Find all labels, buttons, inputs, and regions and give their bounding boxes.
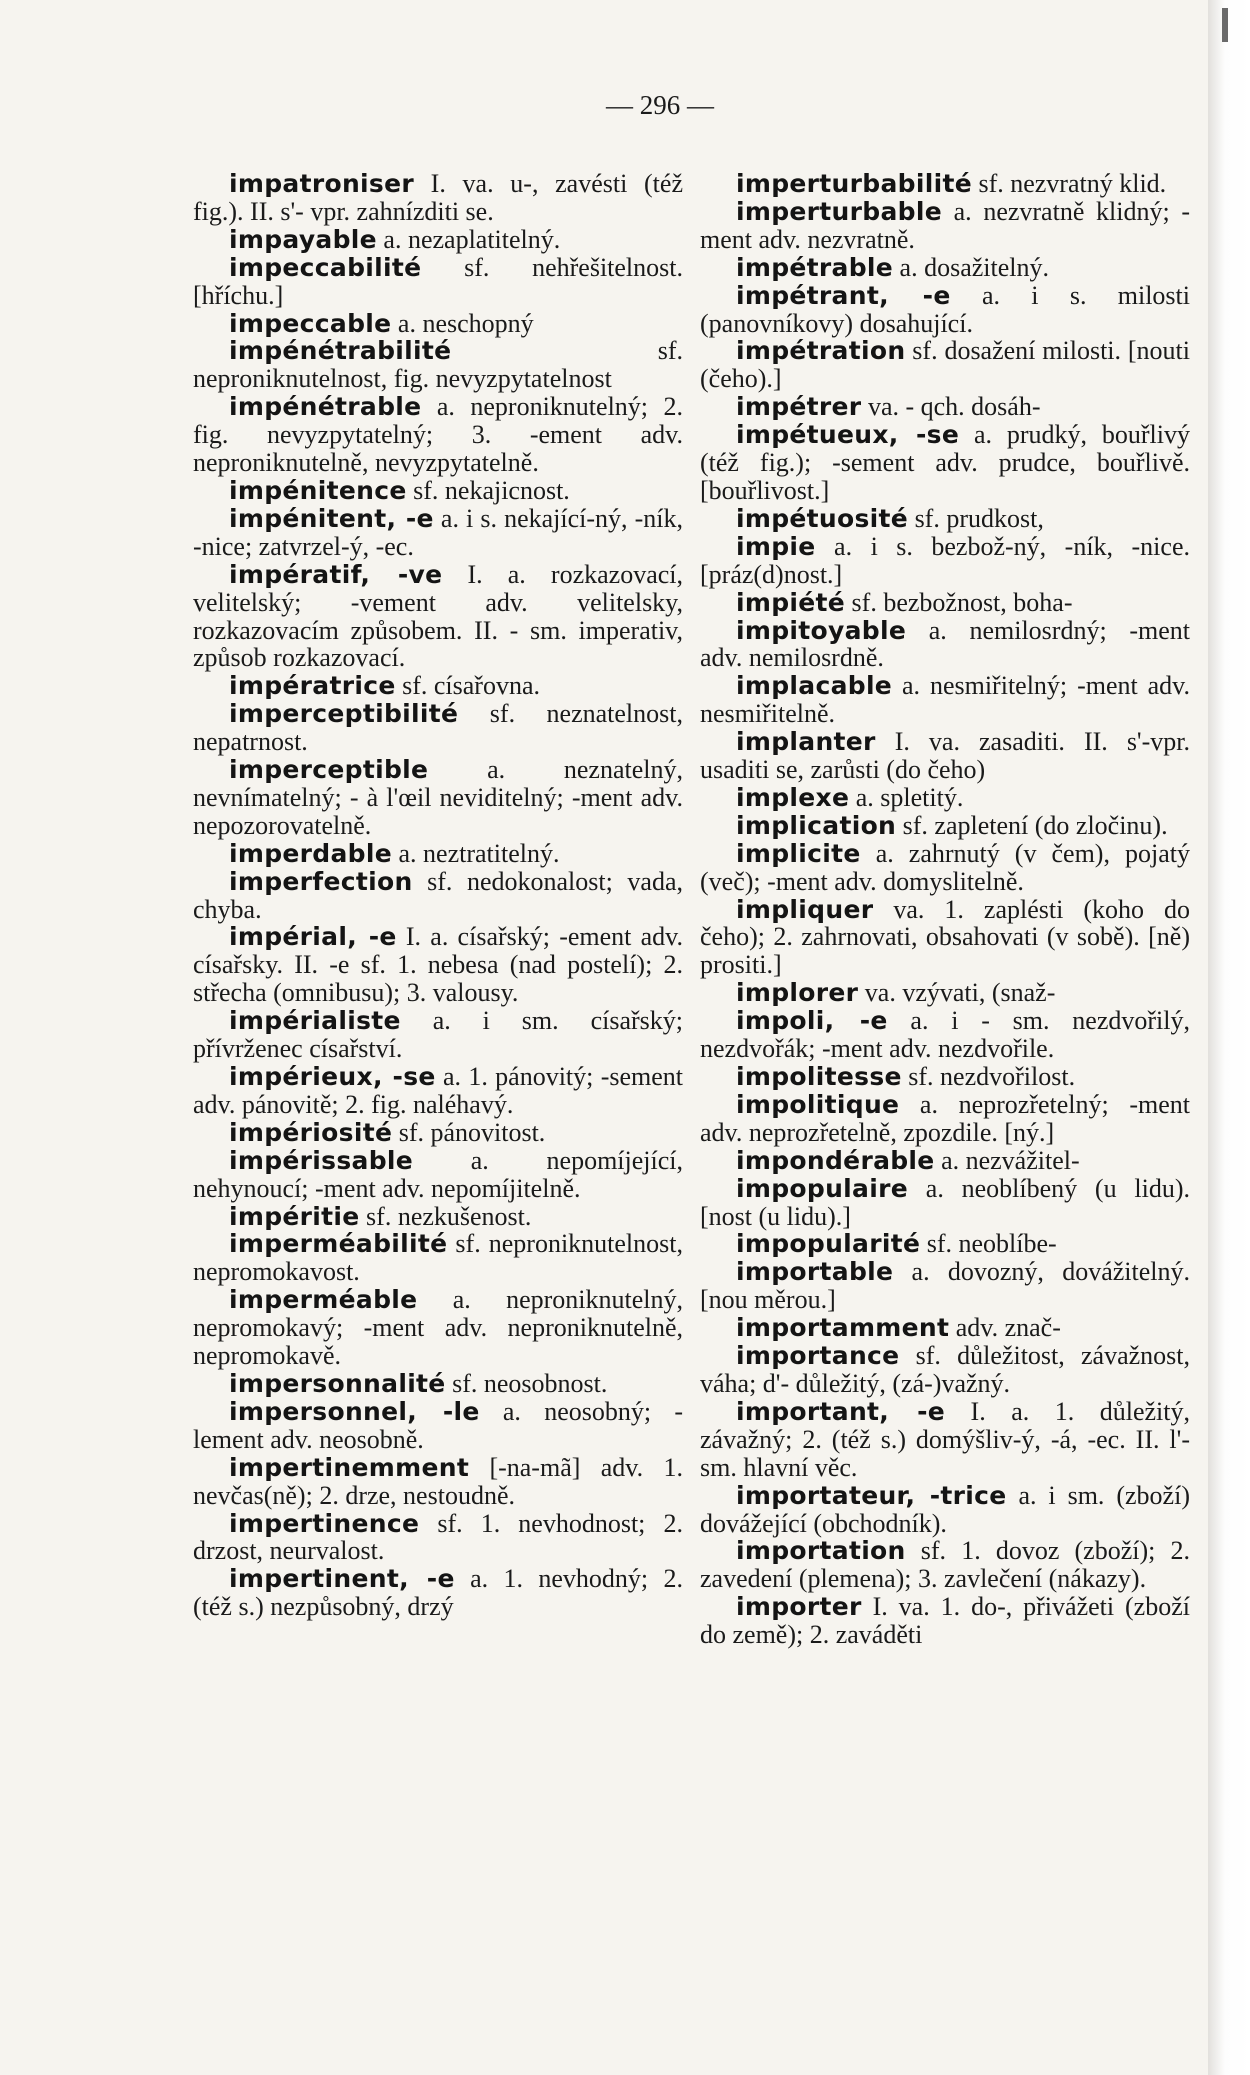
entry-headword: impopularité — [736, 1229, 921, 1259]
entry-definition: sf. pánovitost. — [392, 1117, 546, 1147]
scan-edge — [1208, 0, 1250, 2075]
entry-definition: a. i s. bezbož-ný, -ník, -nice. [práz(d)nost.] — [700, 531, 1190, 589]
entry-headword: impolitesse — [736, 1062, 902, 1091]
dictionary-entry — [193, 1286, 683, 1370]
dictionary-entry — [193, 868, 683, 924]
entry-headword: importamment — [736, 1313, 950, 1343]
entry-definition: a. neproniknutelný, nepromokavý; -ment adv. neproniknutelně, nepromokavě. — [193, 1285, 683, 1371]
entry-definition: a. nesmiřitelný; -ment adv. nesmiřitelně. — [700, 671, 1190, 729]
dictionary-entry — [193, 1398, 683, 1454]
right-column — [700, 170, 1190, 1649]
entry-definition: a. prudký, bouřlivý (též fig.); -sement adv. prudce, bouřlivě. [bouřlivost.] — [700, 420, 1190, 505]
entry-headword: importer — [736, 1592, 862, 1622]
dictionary-entry — [193, 561, 683, 673]
entry-headword: impétuosité — [736, 503, 909, 533]
entry-headword: imperceptibilité — [229, 699, 459, 729]
entry-headword: impiété — [736, 587, 846, 617]
dictionary-entry — [193, 505, 683, 561]
entry-definition: [-na-mã] adv. 1. nevčas(ně); 2. drze, nestoudně. — [193, 1452, 683, 1510]
entry-headword: impénétrabilité — [229, 336, 452, 366]
entry-headword: implacable — [736, 671, 893, 701]
entry-definition: sf. zapletení (do zločinu). — [896, 810, 1168, 840]
entry-definition: a. neosobný; -lement adv. neosobně. — [193, 1396, 683, 1454]
entry-headword: imperturbabilité — [736, 169, 972, 198]
entry-definition: I. va. u-, zavésti (též fig.). II. s'- vpr. zahnízditi se. — [193, 169, 683, 226]
entry-definition: sf. neoblíbe- — [920, 1229, 1057, 1259]
entry-headword: impondérable — [736, 1145, 935, 1175]
dictionary-entry — [700, 728, 1190, 784]
entry-headword: implorer — [736, 978, 859, 1008]
dictionary-entry — [700, 337, 1190, 393]
dictionary-entry — [700, 979, 1190, 1007]
dictionary-entry — [700, 1593, 1190, 1649]
entry-headword: importable — [736, 1257, 894, 1287]
entry-definition: a. neprozřetelný; -ment adv. neprozřetelně, zpozdile. [ný.] — [700, 1089, 1190, 1147]
dictionary-entry — [700, 1342, 1190, 1398]
entry-definition: a. dosažitelný. — [893, 252, 1049, 282]
entry-definition: a. neproniknutelný; 2. fig. nevyzpytatelný; 3. -ement adv. neproniknutelně, nevyzpytatelně. — [193, 392, 683, 478]
dictionary-entry — [700, 896, 1190, 980]
entry-headword: impénitent, -e — [229, 503, 434, 533]
entry-headword: imperfection — [229, 866, 413, 896]
entry-definition: a. i s. milosti (panovníkovy) dosahující. — [700, 280, 1190, 338]
entry-headword: imperceptible — [229, 755, 429, 785]
dictionary-entry — [193, 672, 683, 700]
entry-definition: va. - qch. dosáh- — [861, 392, 1041, 422]
entry-headword: impératrice — [229, 671, 396, 701]
dictionary-entry — [700, 672, 1190, 728]
dictionary-entry — [700, 1258, 1190, 1314]
entry-headword: implexe — [736, 782, 850, 812]
dictionary-entry — [193, 1119, 683, 1147]
entry-definition: a. nemilosrdný; -ment adv. nemilosrdně. — [700, 615, 1190, 673]
dictionary-entry — [700, 617, 1190, 673]
dictionary-entry — [700, 812, 1190, 840]
entry-headword: impérissable — [229, 1145, 414, 1175]
entry-headword: imperturbable — [736, 196, 942, 226]
entry-definition: a. i sm. císařský; přívrženec císařství. — [193, 1006, 683, 1064]
entry-definition: a. nezaplatitelný. — [376, 224, 561, 254]
dictionary-entry — [700, 505, 1190, 533]
entry-definition: sf. neproniknutelnost, nepromokavost. — [193, 1229, 683, 1287]
entry-headword: impolitique — [736, 1089, 900, 1119]
dictionary-entry — [193, 254, 683, 310]
entry-headword: impitoyable — [736, 615, 907, 645]
dictionary-entry — [700, 533, 1190, 589]
dictionary-entry — [193, 1510, 683, 1566]
entry-definition: va. 1. zaplésti (koho do čeho); 2. zahrnovati, obsahovati (v sobě). [ně) prositi.] — [700, 894, 1190, 980]
entry-definition: a. dovozný, dovážitelný. [nou měrou.] — [700, 1257, 1190, 1315]
dictionary-entry — [193, 1370, 683, 1398]
entry-definition: I. a. císařský; -ement adv. císařsky. II. -e sf. 1. nebesa (nad postelí); 2. střecha (omnibusu); 3. valousy. — [193, 922, 683, 1008]
dictionary-entry — [700, 282, 1190, 338]
entry-headword: impersonnalité — [229, 1368, 446, 1398]
dictionary-entry — [193, 923, 683, 1007]
dictionary-entry — [700, 1230, 1190, 1258]
entry-headword: impéritie — [229, 1201, 360, 1231]
entry-headword: impétrer — [736, 392, 862, 422]
entry-headword: impertinent, -e — [229, 1564, 455, 1594]
scan-edge-mark — [1222, 8, 1228, 42]
dictionary-entry — [700, 784, 1190, 812]
entry-definition: I. a. rozkazovací, velitelský; -vement adv. velitelsky, rozkazovacím způsobem. II. - sm. imperativ, způsob rozkazovací. — [193, 559, 684, 673]
entry-definition: sf. neosobnost. — [445, 1368, 608, 1398]
entry-definition: a. neztratitelný. — [392, 838, 560, 868]
dictionary-entry — [193, 310, 683, 338]
page-number: — 296 — — [606, 90, 714, 120]
entry-definition: sf. císařovna. — [395, 671, 540, 701]
dictionary-entry — [193, 226, 683, 254]
entry-headword: impétration — [736, 336, 906, 366]
entry-headword: impénitence — [229, 475, 407, 505]
dictionary-entry — [193, 1454, 683, 1510]
entry-definition: sf. nezvratný klid. — [971, 169, 1167, 198]
entry-headword: implicite — [736, 838, 861, 868]
entry-definition: sf. neznatelnost, nepatrnost. — [193, 699, 683, 757]
entry-headword: important, -e — [736, 1396, 946, 1426]
entry-definition: I. a. 1. důležitý, závažný; 2. (též s.) domýšliv-ý, -á, -ec. II. l'- sm. hlavní věc. — [700, 1396, 1190, 1482]
entry-headword: impétrant, -e — [736, 280, 951, 310]
left-column — [193, 170, 683, 1621]
entry-headword: impatroniser — [229, 169, 414, 198]
entry-headword: impérial, -e — [229, 922, 397, 952]
entry-definition: a. i sm. (zboží) dovážející (obchodník). — [700, 1480, 1190, 1538]
entry-definition: a. neznatelný, nevnímatelný; - à l'œil neviditelný; -ment adv. nepozorovatelně. — [193, 755, 683, 840]
dictionary-entry — [193, 337, 683, 393]
entry-definition: sf. nezkušenost. — [359, 1201, 532, 1231]
dictionary-entry — [700, 1398, 1190, 1482]
entry-headword: imperméabilité — [229, 1229, 448, 1259]
dictionary-entry — [193, 477, 683, 505]
entry-headword: impie — [736, 531, 816, 561]
entry-headword: impérialiste — [229, 1006, 401, 1036]
entry-headword: impeccable — [229, 308, 392, 338]
entry-definition: I. va. 1. do-, přivážeti (zboží do země); 2. zaváděti — [700, 1592, 1190, 1650]
entry-definition: sf. nezdvořilost. — [901, 1062, 1076, 1091]
entry-definition: sf. bezbožnost, boha- — [845, 587, 1073, 617]
dictionary-entry — [193, 170, 683, 226]
dictionary-entry — [700, 840, 1190, 896]
entry-definition: I. va. zasaditi. II. s'-vpr. usaditi se, zarůsti (do čeho) — [700, 727, 1190, 785]
entry-headword: importance — [736, 1341, 900, 1371]
entry-definition: sf. nekajicnost. — [406, 475, 570, 505]
entry-definition: sf. neproniknutelnost, fig. nevyzpytatelnost — [193, 336, 683, 394]
dictionary-entry — [193, 840, 683, 868]
dictionary-entry — [700, 421, 1190, 505]
entry-definition: a. nepomíjející, nehynoucí; -ment adv. nepomíjitelně. — [193, 1145, 683, 1203]
dictionary-entry — [193, 1565, 683, 1621]
dictionary-entry — [700, 198, 1190, 254]
entry-headword: importateur, -trice — [736, 1480, 1007, 1510]
entry-headword: impopulaire — [736, 1173, 908, 1203]
entry-headword: importation — [736, 1536, 906, 1566]
dictionary-entry — [193, 1007, 683, 1063]
entry-definition: sf. nedokonalost; vada, chyba. — [193, 866, 683, 924]
entry-definition: a. 1. pánovitý; -sement adv. pánovitě; 2. fig. naléhavý. — [193, 1062, 683, 1119]
entry-definition: va. vzývati, (snaž- — [858, 978, 1056, 1008]
dictionary-entry — [193, 1147, 683, 1203]
dictionary-entry — [193, 1203, 683, 1231]
entry-headword: impératif, -ve — [229, 559, 443, 589]
entry-headword: imperméable — [229, 1285, 418, 1315]
dictionary-entry — [700, 1175, 1190, 1231]
dictionary-entry — [700, 170, 1190, 198]
dictionary-entry — [700, 589, 1190, 617]
entry-definition: a. zahrnutý (v čem), pojatý (več); -ment adv. domyslitelně. — [700, 838, 1190, 896]
dictionary-entry — [700, 1537, 1190, 1593]
dictionary-entry — [700, 1314, 1190, 1342]
entry-definition: sf. 1. nevhodnost; 2. drzost, neurvalost. — [193, 1508, 683, 1566]
entry-headword: impétrable — [736, 252, 894, 282]
entry-definition: adv. znač- — [949, 1313, 1061, 1343]
entry-definition: sf. nehřešitelnost. [hříchu.] — [193, 252, 683, 310]
entry-headword: impayable — [229, 224, 377, 254]
entry-headword: impétueux, -se — [736, 420, 960, 450]
dictionary-entry — [700, 1063, 1190, 1091]
dictionary-entry — [700, 1482, 1190, 1538]
dictionary-entry — [193, 393, 683, 477]
dictionary-entry — [193, 700, 683, 756]
entry-headword: implication — [736, 810, 897, 840]
entry-definition: sf. 1. dovoz (zboží); 2. zavedení (plemena); 3. zavlečení (nákazy). — [700, 1536, 1190, 1594]
entry-headword: impoli, -e — [736, 1006, 888, 1036]
dictionary-entry — [700, 254, 1190, 282]
entry-definition: a. 1. nevhodný; 2. (též s.) nezpůsobný, drzý — [193, 1564, 684, 1622]
entry-headword: implanter — [736, 727, 876, 757]
entry-definition: a. spletitý. — [849, 782, 964, 812]
dictionary-entry — [193, 1230, 683, 1286]
dictionary-entry — [700, 393, 1190, 421]
entry-headword: impertinence — [229, 1508, 420, 1538]
entry-definition: a. neschopný — [391, 308, 534, 338]
dictionary-entry — [193, 756, 683, 840]
entry-definition: a. nezvratně klidný; -ment adv. nezvratně. — [700, 196, 1190, 254]
dictionary-entry — [193, 1063, 683, 1119]
entry-definition: a. nezvážitel- — [934, 1145, 1080, 1175]
entry-definition: sf. důležitost, závažnost, váha; d'- důležitý, (zá-)važný. — [700, 1341, 1190, 1398]
dictionary-entry — [700, 1007, 1190, 1063]
entry-definition: a. neoblíbený (u lidu). [nost (u lidu).] — [700, 1173, 1190, 1231]
entry-headword: impertinemment — [229, 1452, 470, 1482]
entry-definition: sf. dosažení milosti. [nouti (čeho).] — [700, 336, 1190, 394]
entry-headword: impersonnel, -le — [229, 1396, 480, 1426]
entry-headword: impeccabilité — [229, 252, 422, 282]
entry-definition: a. i - sm. nezdvořilý, nezdvořák; -ment adv. nezdvořile. — [700, 1006, 1190, 1064]
entry-headword: impliquer — [736, 894, 874, 924]
entry-headword: impériosité — [229, 1117, 393, 1147]
entry-headword: impérieux, -se — [229, 1062, 436, 1091]
entry-definition: a. i s. nekající-ný, -ník, -nice; zatvrzel-ý, -ec. — [193, 503, 683, 561]
dictionary-entry — [700, 1091, 1190, 1147]
dictionary-entry — [700, 1147, 1190, 1175]
entry-headword: imperdable — [229, 838, 392, 868]
entry-headword: impénétrable — [229, 392, 422, 422]
entry-definition: sf. prudkost, — [908, 503, 1044, 533]
